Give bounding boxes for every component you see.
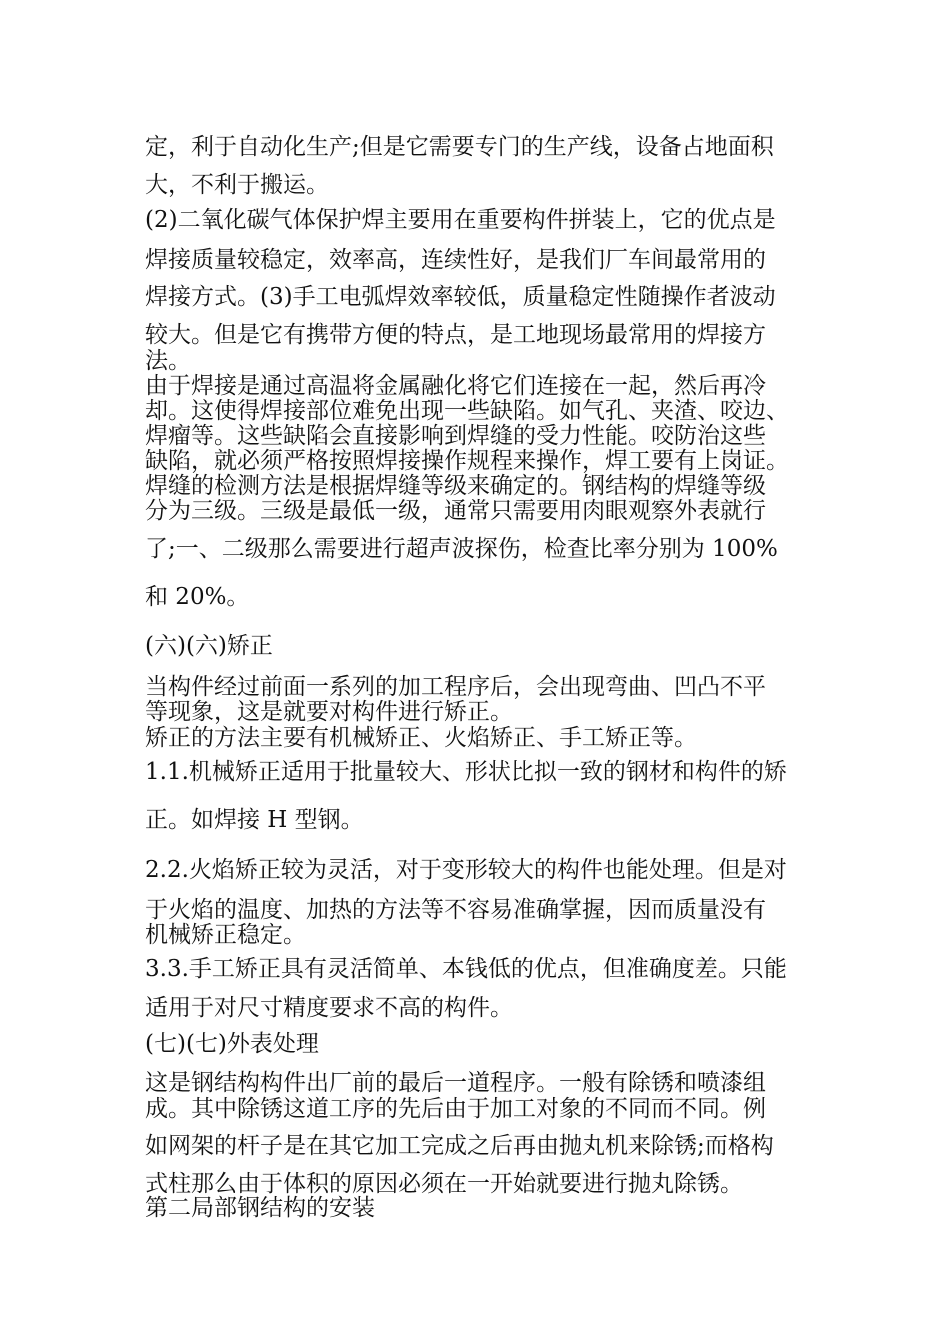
text-line: 当构件经过前面一系列的加工程序后，会出现弯曲、凹凸不平 bbox=[145, 674, 766, 700]
text-line: 3.3.手工矫正具有灵活简单、本钱低的优点，但准确度差。只能 bbox=[145, 956, 787, 982]
text-line: 式柱那么由于体积的原因必须在一开始就要进行抛丸除锈。 bbox=[145, 1171, 743, 1197]
text-line: 于火焰的温度、加热的方法等不容易准确掌握，因而质量没有 bbox=[145, 897, 766, 923]
text-line: 由于焊接是通过高温将金属融化将它们连接在一起，然后再冷 bbox=[145, 373, 766, 399]
text-line: 缺陷，就必须严格按照焊接操作规程来操作，焊工要有上岗证。 bbox=[145, 448, 789, 474]
text-line: 适用于对尺寸精度要求不高的构件。 bbox=[145, 995, 513, 1021]
text-line: 成。其中除锈这道工序的先后由于加工对象的不同而不同。例 bbox=[145, 1096, 766, 1122]
text-line: 焊接方式。(3)手工电弧焊效率较低，质量稳定性随操作者波动 bbox=[145, 284, 776, 310]
text-line: 大，不利于搬运。 bbox=[145, 172, 329, 198]
section-heading: (六)(六)矫正 bbox=[145, 633, 273, 659]
text-line: 焊接质量较稳定，效率高，连续性好，是我们厂车间最常用的 bbox=[145, 247, 766, 273]
text-line: 焊瘤等。这些缺陷会直接影响到焊缝的受力性能。咬防治这些 bbox=[145, 423, 766, 449]
text-line: 等现象，这是就要对构件进行矫正。 bbox=[145, 699, 513, 725]
text-line: 2.2.火焰矫正较为灵活，对于变形较大的构件也能处理。但是对 bbox=[145, 857, 787, 883]
section-heading: 第二局部钢结构的安装 bbox=[145, 1195, 375, 1221]
text-line: (2)二氧化碳气体保护焊主要用在重要构件拼装上，它的优点是 bbox=[145, 207, 776, 233]
text-line: 定，利于自动化生产;但是它需要专门的生产线，设备占地面积 bbox=[145, 134, 774, 160]
text-line: 焊缝的检测方法是根据焊缝等级来确定的。钢结构的焊缝等级 bbox=[145, 473, 766, 499]
text-line: 矫正的方法主要有机械矫正、火焰矫正、手工矫正等。 bbox=[145, 725, 697, 751]
text-line: 和 20%。 bbox=[145, 584, 250, 610]
text-line: 如网架的杆子是在其它加工完成之后再由抛丸机来除锈;而格构 bbox=[145, 1133, 774, 1159]
text-line: 了;一、二级那么需要进行超声波探伤，检查比率分别为 100% bbox=[145, 536, 778, 562]
text-line: 正。如焊接 H 型钢。 bbox=[145, 807, 364, 833]
section-heading: (七)(七)外表处理 bbox=[145, 1031, 319, 1057]
text-line: 法。 bbox=[145, 348, 191, 374]
text-line: 分为三级。三级是最低一级，通常只需要用肉眼观察外表就行 bbox=[145, 498, 766, 524]
text-line: 机械矫正稳定。 bbox=[145, 922, 306, 948]
text-line: 却。这使得焊接部位难免出现一些缺陷。如气孔、夹渣、咬边、 bbox=[145, 398, 789, 424]
text-line: 这是钢结构构件出厂前的最后一道程序。一般有除锈和喷漆组 bbox=[145, 1070, 766, 1096]
text-line: 较大。但是它有携带方便的特点，是工地现场最常用的焊接方 bbox=[145, 322, 766, 348]
text-line: 1.1.机械矫正适用于批量较大、形状比拟一致的钢材和构件的矫 bbox=[145, 759, 787, 785]
